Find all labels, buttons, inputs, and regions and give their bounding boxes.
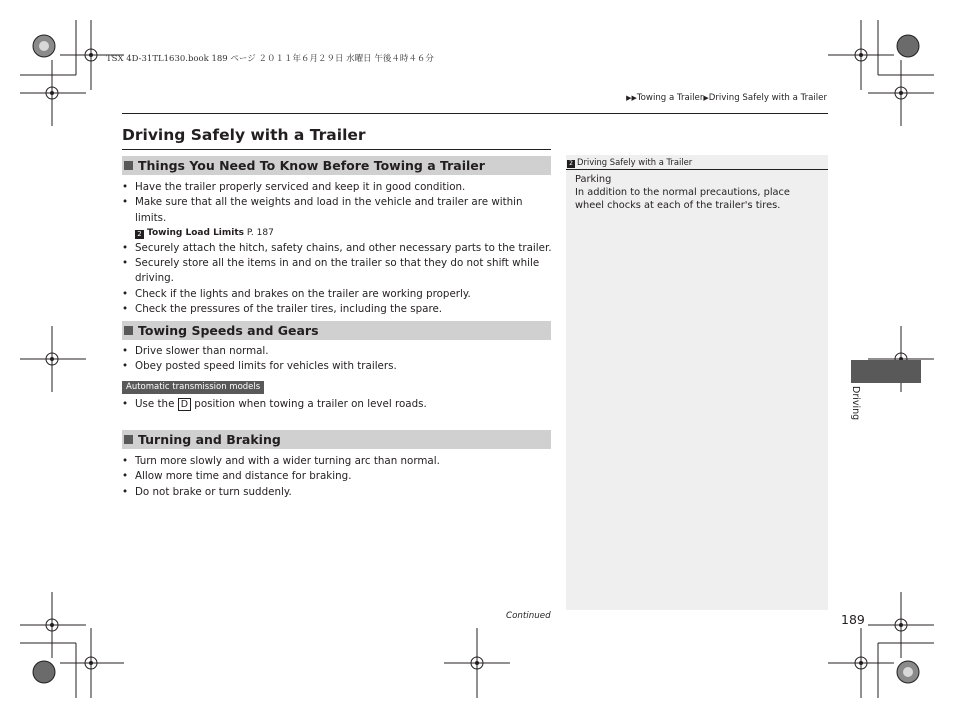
sidebar-note [566,155,828,610]
breadcrumb-separator: ▶ [703,94,709,102]
breadcrumb [626,93,827,103]
list-item: • Use the D position when towing a trailer on level roads. [122,398,427,410]
gear-d-key: D [178,398,191,411]
section-title: Towing Speeds and Gears [138,323,319,338]
section-heading-turning-braking [122,430,551,449]
list-item: • Do not brake or turn suddenly. [122,485,292,498]
breadcrumb-current: Driving Safely with a Trailer [708,93,827,103]
title-rule [122,149,551,150]
breadcrumb-arrows: ▶▶ [626,94,637,102]
sidebar-text: In addition to the normal precautions, place wheel chocks at each of the trailer's tires. [575,187,790,211]
chapter-tab-label: Driving [850,386,861,421]
sidebar-body [575,173,820,212]
list-item: • Drive slower than normal. [122,345,269,357]
list-item: • Check if the lights and brakes on the trailer are working properly. [122,287,471,300]
page-number: 189 [841,612,865,627]
list-item: • Have the trailer properly serviced and keep it in good condition. [122,181,466,193]
reference-arrow-icon: 2 [567,160,575,168]
section-marker-icon [124,161,133,170]
header-rule [122,113,828,114]
sidebar-subhead: Parking [575,174,612,185]
list-item: • Turn more slowly and with a wider turning arc than normal. [122,455,440,467]
xref-page: P. 187 [244,227,274,238]
page-title: Driving Safely with a Trailer [122,126,366,144]
bullet-list-turning-braking [122,454,554,500]
list-item: • Allow more time and distance for braking. [122,470,352,483]
list-item: • Check the pressures of the trailer tires, including the spare. [122,303,443,316]
list-item: • Securely attach the hitch, safety chains, and other necessary parts to the trailer. [122,241,552,254]
continued-label: Continued [506,611,551,621]
chapter-tab [851,360,921,383]
list-item: • Securely store all the items in and on the trailer so that they do not shift while driving. [122,257,540,285]
bullet-list-automatic [122,397,554,412]
sidebar-heading: 2 Driving Safely with a Trailer [566,155,828,170]
list-item: • Obey posted speed limits for vehicles with trailers. [122,360,397,373]
bullet-list-things-to-know [122,180,554,317]
breadcrumb-parent: Towing a Trailer [636,93,704,103]
section-marker-icon [124,326,133,335]
section-heading-towing-speeds [122,321,551,340]
section-title: Things You Need To Know Before Towing a Trailer [138,158,485,173]
section-heading-things-to-know [122,156,551,175]
model-tag: Automatic transmission models [122,381,264,394]
cross-reference-link[interactable] [122,226,554,241]
list-item: • Make sure that all the weights and load in the vehicle and trailer are within limits. [122,196,523,224]
reference-arrow-icon: 2 [135,230,144,239]
xref-label: Towing Load Limits [147,227,245,238]
bullet-list-towing-speeds [122,344,554,375]
print-header: TSX 4D-31TL1630.book 189 ページ ２０１１年６月２９日 水曜日 午後４時４６分 [106,54,434,64]
section-title: Turning and Braking [138,432,281,447]
section-marker-icon [124,435,133,444]
